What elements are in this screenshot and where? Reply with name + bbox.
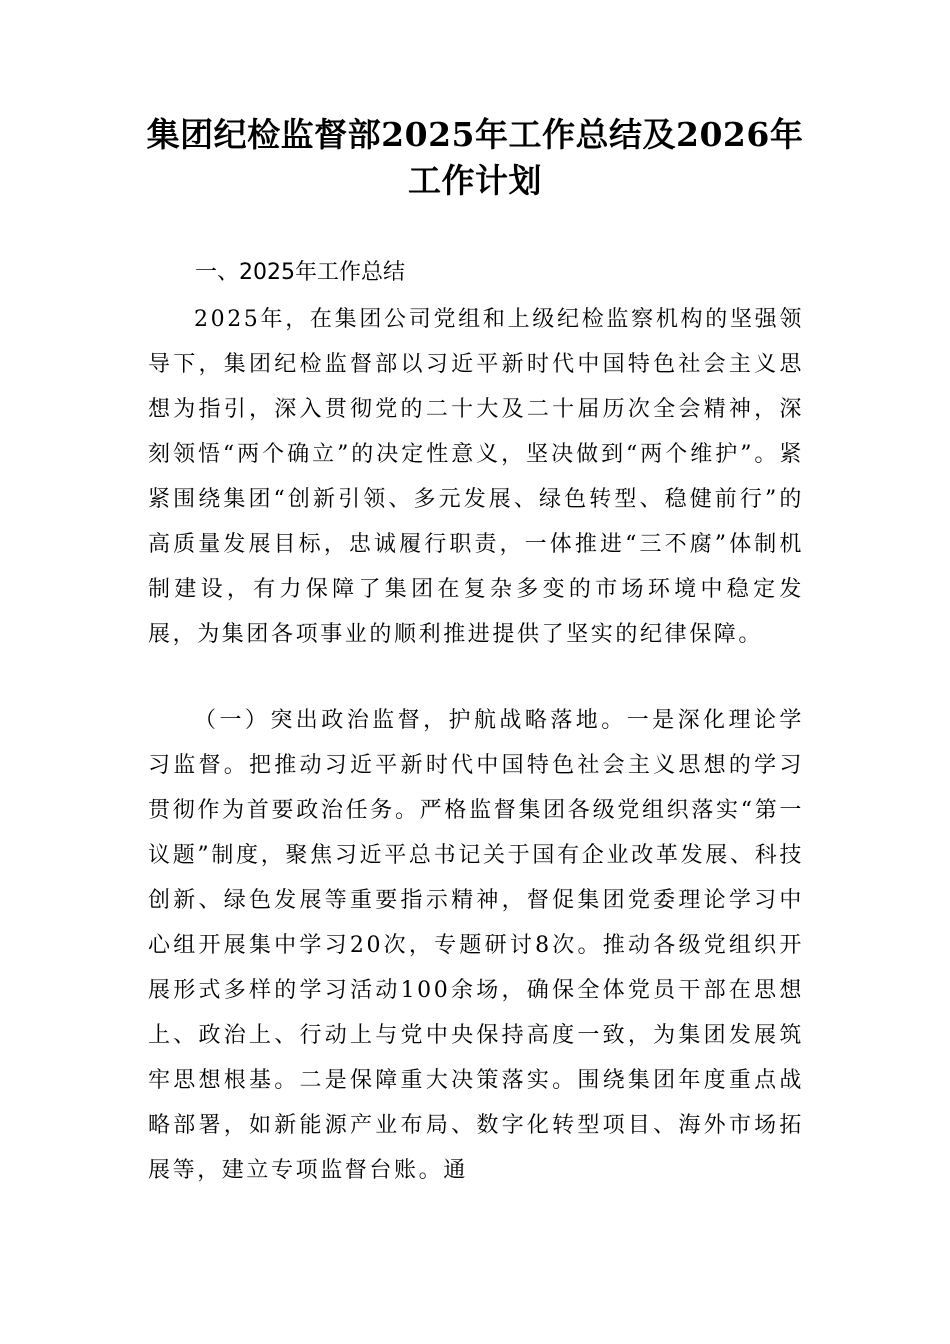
document-title — [140, 112, 810, 204]
title-line-1: 集团纪检监督部2025年工作总结及2026年 — [146, 115, 804, 154]
title-line-2: 工作计划 — [408, 161, 542, 200]
paragraph-body: 一是深化理论学习监督。把推动习近平新时代中国特色社会主义思想的学习贯彻作为首要政治任务。严格监督集团各级党组织落实“第一议题”制度，聚焦习近平总书记关于国有企业改革发展、科技创新、绿色发展等重要指示精神，督促集团党委理论学习中心组开展集中学习20次，专题研讨8次。推动各级党组织开展形式多样的学习活动100余场，确保全体党员干部在思想上、政治上、行动上与党中央保持高度一致，为集团发展筑牢思想根基。二是保障重大决策落实。围绕集团年度重点战略部署，如新能源产业布局、数字化转型项目、海外市场拓展等，建立专项监督台账。通 — [148, 708, 804, 1183]
subsection-heading: （一）突出政治监督，护航战略落地。 — [194, 708, 627, 733]
section-heading: 一、2025年工作总结 — [195, 260, 405, 285]
paragraph-intro: 2025年，在集团公司党组和上级纪检监察机构的坚强领导下，集团纪检监督部以习近平新时代中国特色社会主义思想为指引，深入贯彻党的二十大及二十届历次全会精神，深刻领悟“两个确立”的决定性意义，坚决做到“两个维护”。紧紧围绕集团“创新引领、多元发展、绿色转型、稳健前行”的高质量发展目标，忠诚履行职责，一体推进“三不腐”体制机制建设，有力保障了集团在复杂多变的市场环境中稳定发展，为集团各项事业的顺利推进提供了坚实的纪律保障。 — [148, 307, 804, 647]
paragraph-political-supervision — [148, 698, 804, 1193]
